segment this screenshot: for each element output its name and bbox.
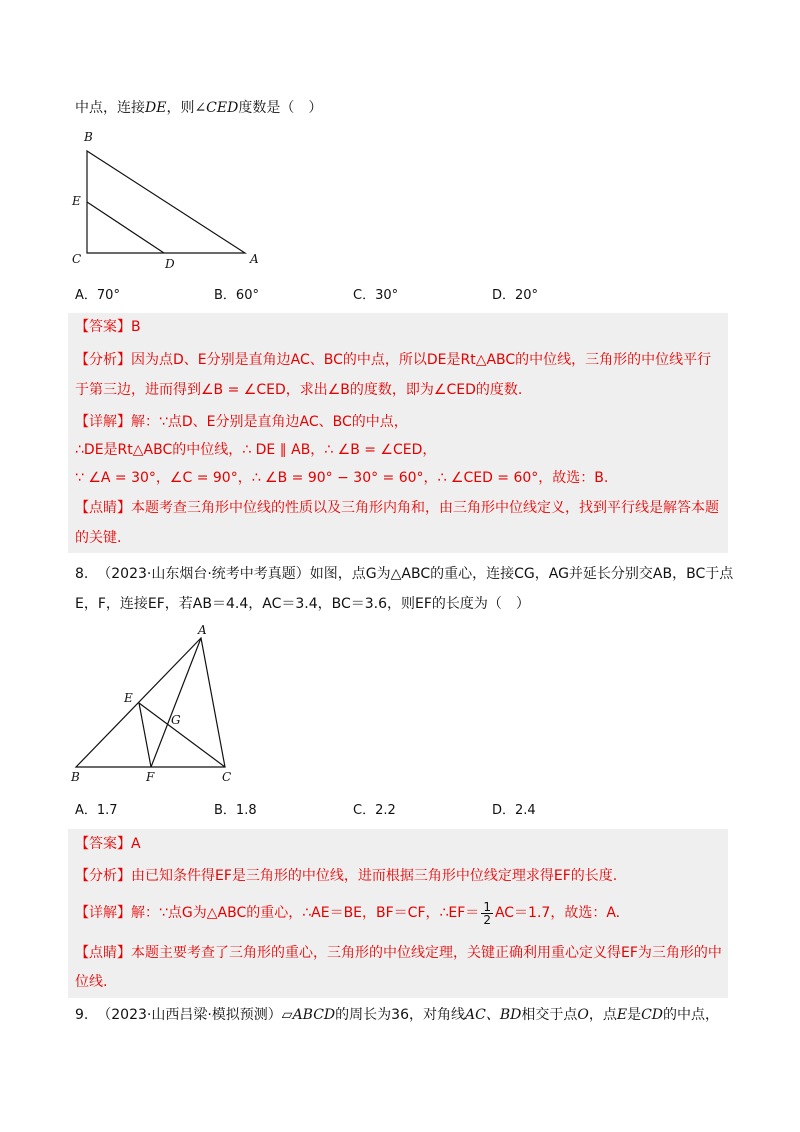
segment-ef xyxy=(139,703,151,767)
label-a: A xyxy=(198,623,207,637)
label-e: E xyxy=(72,194,81,208)
label-e: E xyxy=(124,691,133,705)
q8-detail: 【详解】解：∵点G为△ABC的重心，∴AE＝BE，BF＝CF，∴EF＝ $\frac{1}{2}$ AC＝1.7，故选：A. xyxy=(75,899,621,927)
q7-option-b[interactable]: B．60° xyxy=(214,288,259,303)
label-a: A xyxy=(250,252,259,266)
q7-option-a[interactable]: A．70° xyxy=(75,288,120,303)
q8-option-d[interactable]: D．2.4 xyxy=(492,803,536,818)
q7-analysis-line2: 于第三边，进而得到∠B = ∠CED，求出∠B的度数，即为∠CED的度数. xyxy=(75,382,523,398)
label-f: F xyxy=(146,770,155,784)
q9-stem: 9. （2023·山西吕梁·模拟预测）▱ABCD的周长为36，对角线AC、BD相交于点O，点E是CD的中点， xyxy=(75,1007,719,1023)
q7-comment-line1: 【点睛】本题考查三角形中位线的性质以及三角形内角和，由三角形中位线定义，找到平行线是解答本题 xyxy=(75,500,719,516)
label-g: G xyxy=(171,713,181,727)
q7-option-c[interactable]: C．30° xyxy=(353,288,399,303)
q8-option-c[interactable]: C．2.2 xyxy=(353,803,396,818)
q7-comment-line2: 的关键. xyxy=(75,530,122,546)
q8-comment-line2: 位线. xyxy=(75,974,108,990)
triangle-abc xyxy=(76,638,225,767)
q7-detail-line3: ∵ ∠A = 30°，∠C = 90°，∴ ∠B = 90° − 30° = 60°，∴ ∠CED = 60°，故选：B. xyxy=(75,470,609,486)
label-b: B xyxy=(84,130,93,144)
q8-answer: 【答案】A xyxy=(75,836,141,852)
q8-stem-line1: 8. （2023·山东烟台·统考中考真题）如图，点G为△ABC的重心，连接CG，AG并延长分别交AB，BC于点 xyxy=(75,566,734,582)
fraction-one-half: $\frac{1}{2}$ xyxy=(483,899,491,927)
q8-comment-line1: 【点睛】本题主要考查了三角形的重心，三角形的中位线定理，关键正确利用重心定义得EF为三角形的中 xyxy=(75,945,722,961)
q8-analysis: 【分析】由已知条件得EF是三角形的中位线，进而根据三角形中位线定理求得EF的长度. xyxy=(75,868,618,884)
q7-detail-line1: 【详解】解：∵点D、E分别是直角边AC、BC的中点， xyxy=(75,414,408,430)
label-d: D xyxy=(165,257,175,271)
q7-analysis-line1: 【分析】因为点D、E分别是直角边AC、BC的中点，所以DE是Rt△ABC的中位线，三角形的中位线平行 xyxy=(75,352,712,368)
segment-ce xyxy=(139,703,225,767)
q8-stem-line2: E，F，连接EF，若AB＝4.4，AC＝3.4，BC＝3.6，则EF的长度为（ ） xyxy=(75,596,530,612)
q8-option-b[interactable]: B．1.8 xyxy=(214,803,257,818)
q7-stem: 中点，连接DE，则∠CED度数是（ ） xyxy=(75,100,323,116)
segment-af xyxy=(151,638,201,767)
label-b: B xyxy=(71,770,80,784)
q7-answer: 【答案】B xyxy=(75,319,141,335)
label-c: C xyxy=(222,770,232,784)
q7-option-d[interactable]: D．20° xyxy=(492,288,539,303)
q8-option-a[interactable]: A．1.7 xyxy=(75,803,118,818)
q7-detail-line2: ∴DE是Rt△ABC的中位线，∴ DE ∥ AB，∴ ∠B = ∠CED， xyxy=(75,442,437,458)
label-c: C xyxy=(72,252,82,266)
